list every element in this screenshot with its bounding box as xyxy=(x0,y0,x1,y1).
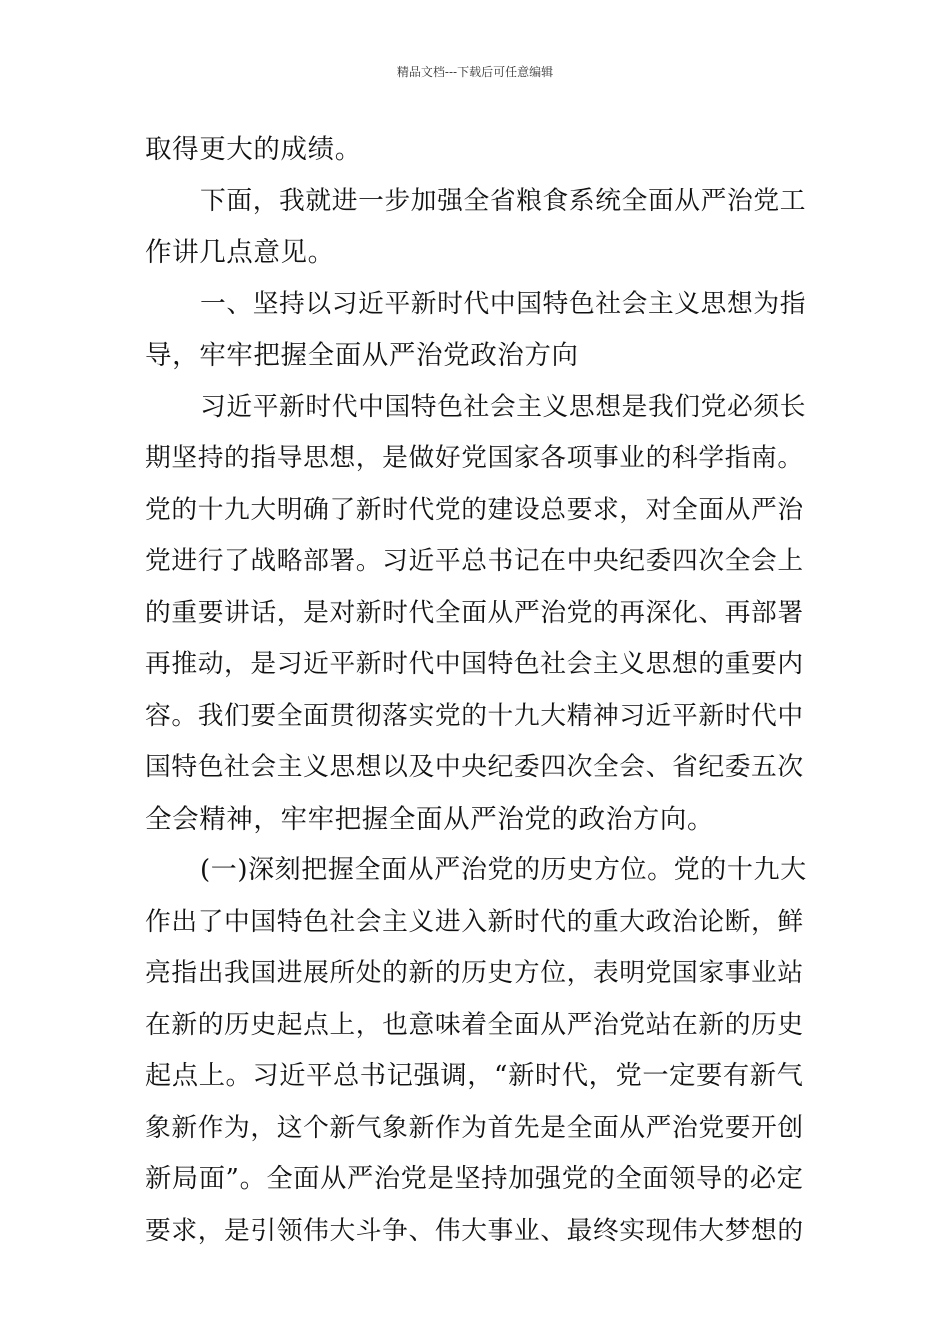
text-line: 习近平新时代中国特色社会主义思想是我们党必须长 xyxy=(200,391,807,422)
text-line: 党进行了战略部署。习近平总书记在中央纪委四次全会上 xyxy=(145,546,804,576)
text-line: 下面，我就进一步加强全省粮食系统全面从严治党工 xyxy=(200,185,807,216)
text-line: 亮指出我国进展所处的新的历史方位，表明党国家事业站 xyxy=(145,958,804,988)
text-line: 的重要讲话，是对新时代全面从严治党的再深化、再部署 xyxy=(145,597,804,628)
text-line: 容。我们要全面贯彻落实党的十九大精神习近平新时代中 xyxy=(145,700,804,731)
text-line: 象新作为，这个新气象新作为首先是全面从严治党要开创 xyxy=(145,1112,804,1143)
text-line: 导，牢牢把握全面从严治党政治方向 xyxy=(145,340,579,371)
page-header: 精品文档---下载后可任意编辑 xyxy=(396,65,554,79)
text-line: (一)深刻把握全面从严治党的历史方位。党的十九大 xyxy=(200,855,807,885)
text-line: 全会精神，牢牢把握全面从严治党的政治方向。 xyxy=(145,803,715,835)
text-line: 再推动，是习近平新时代中国特色社会主义思想的重要内 xyxy=(145,649,804,679)
text-line: 期坚持的指导思想，是做好党国家各项事业的科学指南。 xyxy=(145,443,804,473)
text-line: 在新的历史起点上，也意味着全面从严治党站在新的历史 xyxy=(145,1009,804,1040)
text-line: 作讲几点意见。 xyxy=(145,237,335,268)
text-line: 起点上。习近平总书记强调，“新时代，党一定要有新气 xyxy=(145,1061,804,1091)
text-line: 要求，是引领伟大斗争、伟大事业、最终实现伟大梦想的 xyxy=(145,1215,804,1246)
text-line: 取得更大的成绩。 xyxy=(145,134,362,165)
text-line: 一、坚持以习近平新时代中国特色社会主义思想为指 xyxy=(200,288,807,319)
text-line: 国特色社会主义思想以及中央纪委四次全会、省纪委五次 xyxy=(145,752,804,782)
document-body xyxy=(145,124,807,1257)
text-line: 党的十九大明确了新时代党的建设总要求，对全面从严治 xyxy=(145,494,804,525)
text-line: 新局面”。全面从严治党是坚持加强党的全面领导的必定 xyxy=(145,1164,804,1194)
text-line: 作出了中国特色社会主义进入新时代的重大政治论断，鲜 xyxy=(145,906,804,937)
